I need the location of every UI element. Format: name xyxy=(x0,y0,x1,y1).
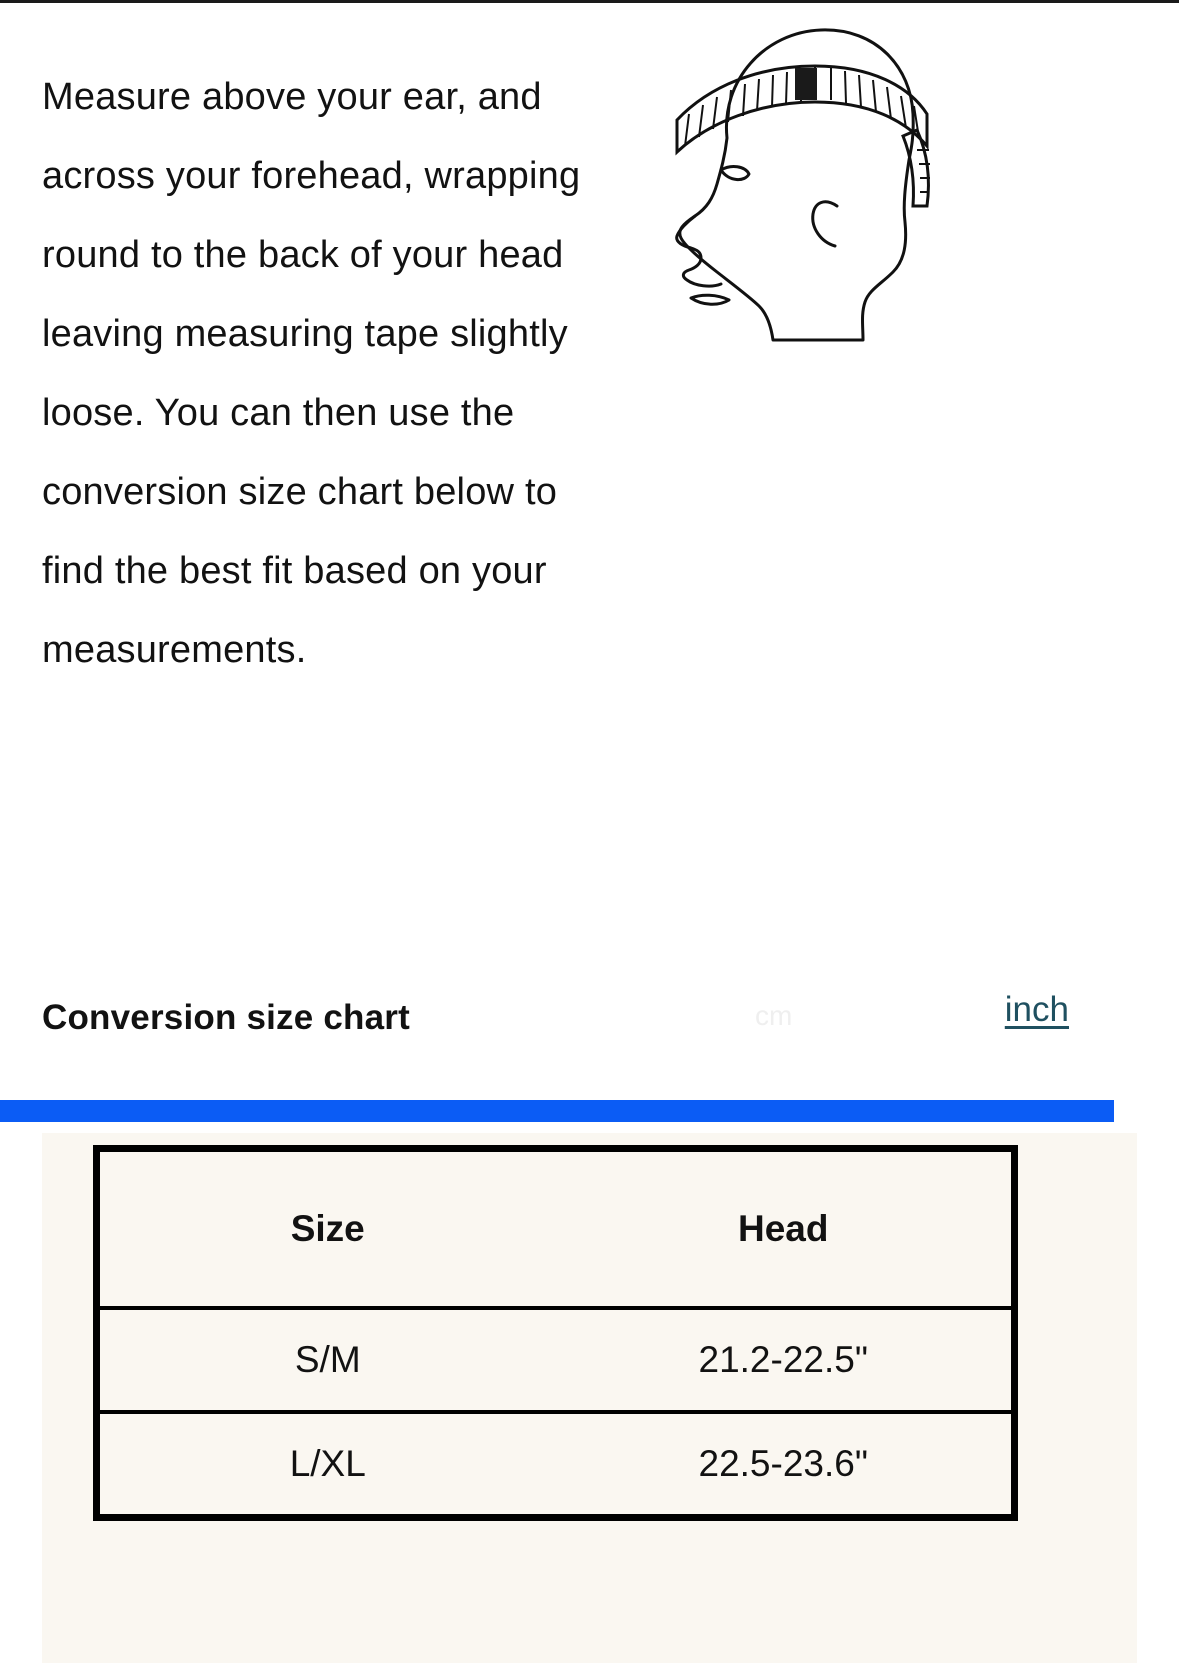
table-header-row xyxy=(97,1149,1015,1309)
progress-bar-track xyxy=(1114,1100,1179,1122)
column-header-head: Head xyxy=(556,1149,1015,1309)
cell-head: 21.2-22.5" xyxy=(556,1308,1015,1412)
conversion-size-table xyxy=(93,1145,1018,1521)
conversion-chart-heading: Conversion size chart xyxy=(42,998,410,1037)
table-row xyxy=(97,1412,1015,1518)
measuring-instructions: Measure above your ear, and across your forehead, wrapping round to the back of your head leaving measuring tape slightly loose. You can then use the conversion size chart below to find the best fit based on your measurements. xyxy=(42,76,581,671)
head-measuring-tape-illustration xyxy=(655,10,975,370)
cell-size: S/M xyxy=(97,1308,556,1412)
cell-head: 22.5-23.6" xyxy=(698,1443,868,1484)
column-header-size: Size xyxy=(97,1149,556,1309)
cell-size: L/XL xyxy=(289,1443,366,1484)
progress-bar-fill xyxy=(0,1100,1114,1122)
unit-toggle-inch[interactable]: inch xyxy=(1004,990,1069,1029)
unit-cm-faded-label: cm xyxy=(755,1000,793,1031)
top-divider xyxy=(0,0,1179,3)
table-row xyxy=(97,1308,1015,1412)
